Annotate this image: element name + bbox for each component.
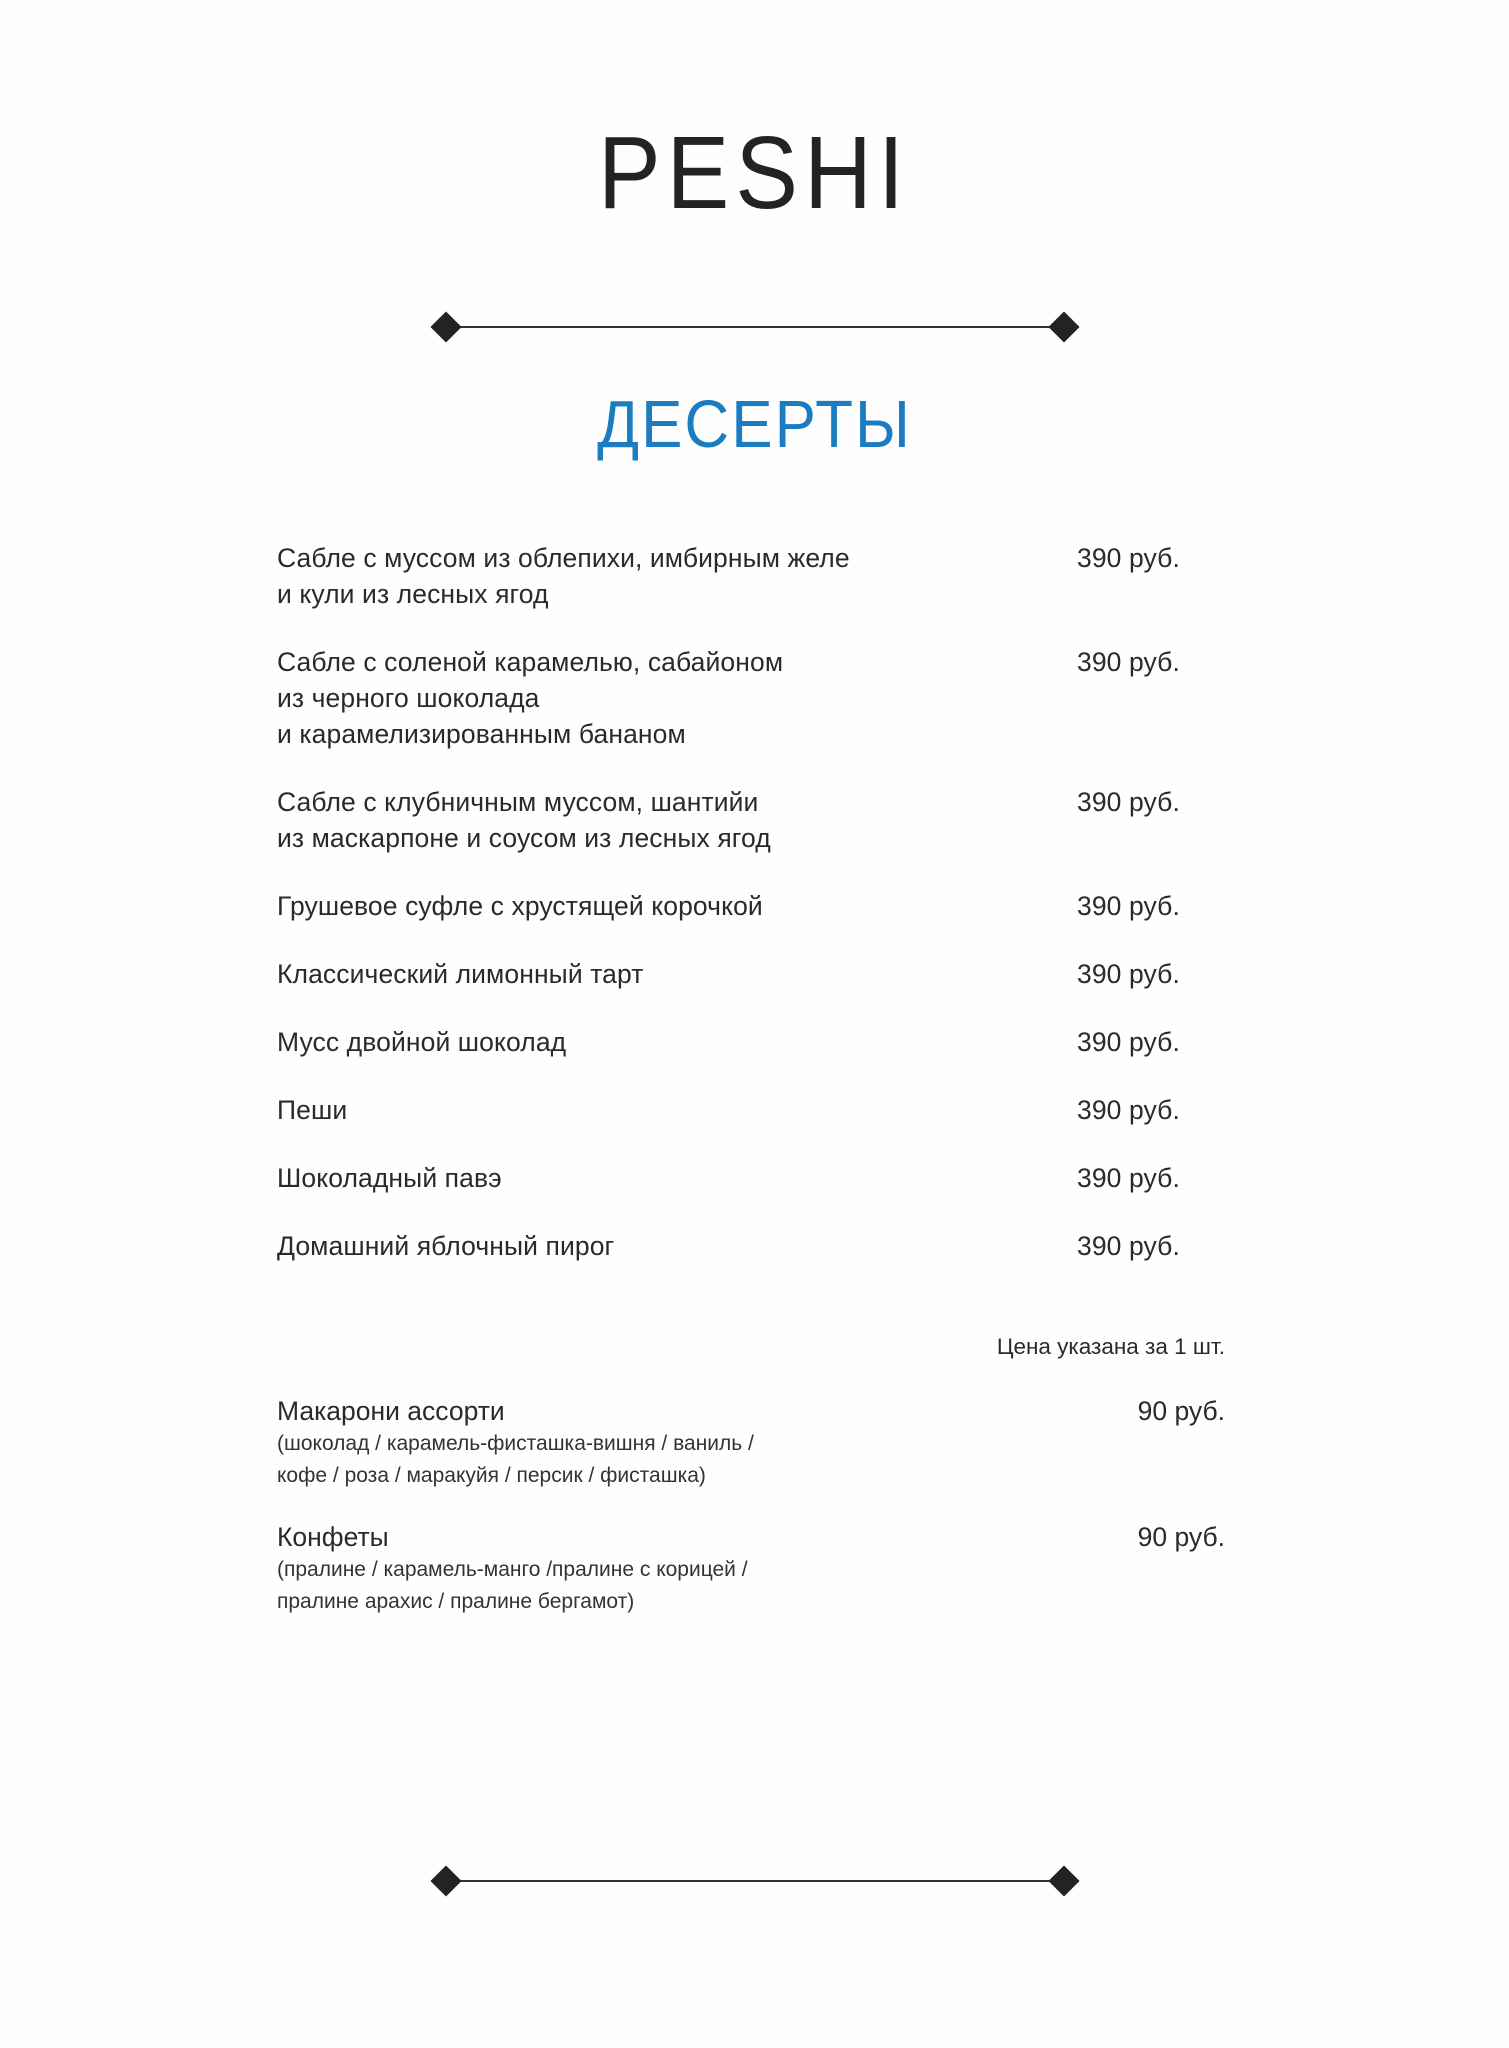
secondary-menu-item (277, 1520, 1229, 1618)
menu-item-name (277, 1024, 1029, 1060)
menu-item (277, 1160, 1229, 1196)
menu-item-price: 390 руб. (1077, 959, 1180, 989)
divider-bottom (435, 1870, 1075, 1892)
brand-logo-text: PESHI (598, 116, 911, 231)
secondary-item-subline: (пралине / карамель-манго /пралине с корицей / (277, 1558, 748, 1581)
secondary-menu-list (277, 1394, 1229, 1618)
menu-item-price: 390 руб. (1077, 787, 1180, 817)
menu-item (277, 1228, 1229, 1264)
menu-item-name-line: Домашний яблочный пирог (277, 1231, 615, 1261)
menu-item-name-line: Пеши (277, 1095, 348, 1125)
menu-item-name (277, 1092, 1029, 1128)
menu-item-name-line: Сабле с клубничным муссом, шантийи (277, 787, 759, 817)
secondary-item-price: 90 руб. (1137, 1396, 1225, 1426)
secondary-menu-item (277, 1394, 1229, 1492)
menu-item-price: 390 руб. (1077, 1027, 1180, 1057)
menu-item (277, 956, 1229, 992)
divider-rule (456, 1880, 1054, 1882)
menu-item (277, 644, 1229, 752)
secondary-item-subline: пралине арахис / пралине бергамот) (277, 1590, 635, 1613)
menu-item (277, 1092, 1229, 1128)
dessert-menu-list (277, 540, 1229, 1264)
menu-item-name (277, 1160, 1029, 1196)
menu-item-name-line: Сабле с муссом из облепихи, имбирным желе (277, 543, 850, 573)
diamond-icon-right (1048, 1865, 1079, 1896)
diamond-icon-left (430, 311, 461, 342)
divider-top (435, 316, 1075, 338)
brand-logo (0, 116, 1509, 231)
menu-item-price: 390 руб. (1077, 1163, 1180, 1193)
secondary-item-title: Конфеты (277, 1522, 389, 1552)
menu-item-name-line: и карамелизированным бананом (277, 719, 686, 749)
menu-item-name (277, 888, 1029, 924)
menu-item-name (277, 784, 1029, 856)
secondary-item-name (277, 1394, 1029, 1492)
diamond-icon-left (430, 1865, 461, 1896)
secondary-item-subline: (шоколад / карамель-фисташка-вишня / ваниль / (277, 1432, 754, 1455)
menu-item-name-line: Классический лимонный тарт (277, 959, 644, 989)
menu-item-name-line: Мусс двойной шоколад (277, 1027, 567, 1057)
divider-rule (456, 326, 1054, 328)
price-note: Цена указана за 1 шт. (996, 1334, 1225, 1359)
menu-item-price: 390 руб. (1077, 647, 1180, 677)
secondary-item-subline: кофе / роза / маракуйя / персик / фисташка) (277, 1464, 706, 1487)
menu-item-name (277, 540, 1029, 612)
menu-item-price: 390 руб. (1077, 543, 1180, 573)
secondary-item-name (277, 1520, 1029, 1618)
menu-item-price: 390 руб. (1077, 1231, 1180, 1261)
menu-item-name-line: и кули из лесных ягод (277, 579, 549, 609)
menu-item-name (277, 644, 1029, 752)
menu-item-name-line: из черного шоколада (277, 683, 540, 713)
menu-item-name (277, 1228, 1029, 1264)
menu-item-name-line: Шоколадный павэ (277, 1163, 502, 1193)
menu-item (277, 784, 1229, 856)
menu-item-name-line: Сабле с соленой карамелью, сабайоном (277, 647, 784, 677)
menu-item-price: 390 руб. (1077, 1095, 1180, 1125)
menu-item-name-line: из маскарпоне и соусом из лесных ягод (277, 823, 771, 853)
menu-item-price: 390 руб. (1077, 891, 1180, 921)
secondary-item-title: Макарони ассорти (277, 1396, 505, 1426)
diamond-icon-right (1048, 311, 1079, 342)
secondary-item-price: 90 руб. (1137, 1522, 1225, 1552)
menu-item (277, 888, 1229, 924)
section-title: ДЕСЕРТЫ (597, 387, 912, 463)
menu-item (277, 1024, 1229, 1060)
menu-item-name (277, 956, 1029, 992)
menu-item (277, 540, 1229, 612)
menu-item-name-line: Грушевое суфле с хрустящей корочкой (277, 891, 763, 921)
